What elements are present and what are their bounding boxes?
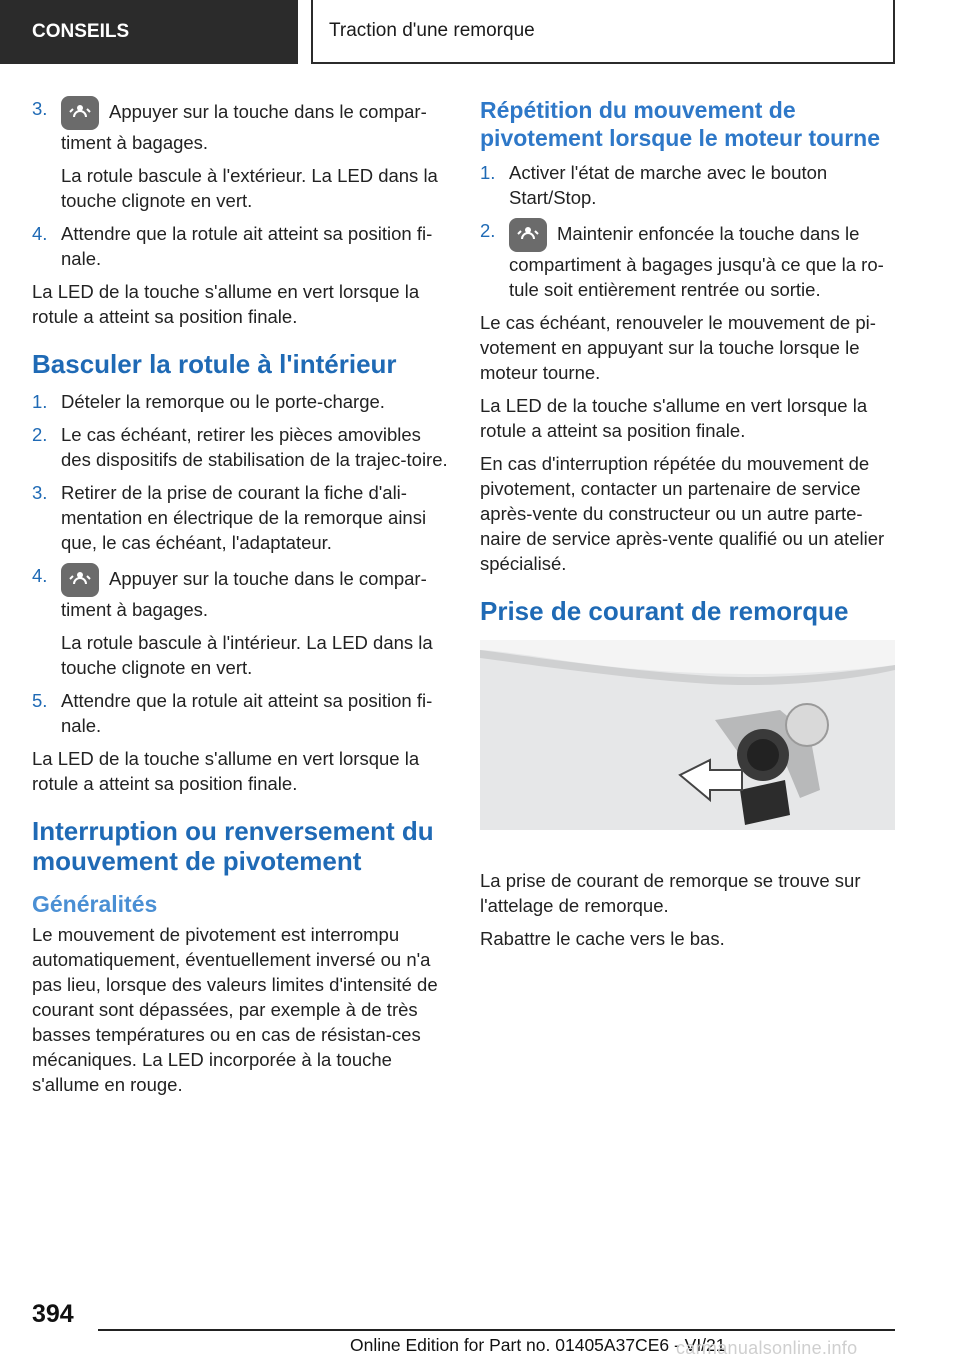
paragraph: La LED de la touche s'allume en vert lorsque la rotule a atteint sa position finale. bbox=[480, 395, 868, 441]
paragraph: Rabattre le cache vers le bas. bbox=[480, 928, 725, 949]
step-text: Maintenir enfoncée la touche dans le compartiment à bagages jusqu'à ce que la ro-tule soit entièrement rentrée ou sortie. bbox=[509, 223, 884, 300]
paragraph: La prise de courant de remorque se trouve sur l'attelage de remorque. bbox=[480, 870, 861, 916]
paragraph: Le cas échéant, renouveler le mouvement de pi-votement en appuyant sur la touche lorsque le moteur tourne. bbox=[480, 312, 876, 383]
step-text: Dételer la remorque ou le porte-charge. bbox=[61, 391, 385, 412]
step-note: La rotule bascule à l'intérieur. La LED dans la touche clignote en vert. bbox=[61, 632, 433, 678]
left-column bbox=[32, 96, 450, 1105]
section-heading: Basculer la rotule à l'intérieur bbox=[32, 349, 397, 379]
trailer-socket-illustration bbox=[480, 640, 895, 830]
paragraph: En cas d'interruption répétée du mouvement de pivotement, contacter un partenaire de service après-vente du constructeur ou un autre parte-naire de service après-vente qualifié ou un atelier spécialisé. bbox=[480, 453, 885, 574]
list-item bbox=[32, 96, 450, 213]
towbar-button-icon bbox=[509, 218, 547, 252]
step-number: 5. bbox=[32, 690, 48, 711]
paragraph: La LED de la touche s'allume en vert lorsque la rotule a atteint sa position finale. bbox=[32, 281, 420, 327]
right-column bbox=[480, 96, 898, 959]
list-item bbox=[32, 221, 450, 271]
step-number: 1. bbox=[480, 162, 496, 183]
paragraph: La LED de la touche s'allume en vert lorsque la rotule a atteint sa position finale. bbox=[32, 748, 420, 794]
list-item bbox=[32, 563, 450, 680]
step-number: 3. bbox=[32, 482, 48, 503]
list-item bbox=[480, 160, 898, 210]
step-text: Retirer de la prise de courant la fiche d'ali-mentation en électrique de la remorque ainsi que, le cas échéant, l'adaptateur. bbox=[61, 482, 427, 553]
towbar-button-icon bbox=[61, 563, 99, 597]
list-item bbox=[32, 480, 450, 555]
footer-divider bbox=[98, 1329, 895, 1331]
step-number: 2. bbox=[480, 220, 496, 241]
step-number: 3. bbox=[32, 98, 48, 119]
subsection-heading: Généralités bbox=[32, 891, 158, 917]
section-heading: Prise de courant de remorque bbox=[480, 596, 849, 626]
section-heading: Interruption ou renversement du mouvement de pivotement bbox=[32, 816, 434, 876]
page-number: 394 bbox=[32, 1300, 74, 1328]
step-text: Appuyer sur la touche dans le compar-timent à bagages. bbox=[61, 101, 427, 153]
step-number: 4. bbox=[32, 565, 48, 586]
list-item bbox=[32, 389, 450, 414]
watermark: carmanualsonline.info bbox=[676, 1338, 858, 1358]
step-note: La rotule bascule à l'extérieur. La LED dans la touche clignote en vert. bbox=[61, 165, 438, 211]
section-tab: CONSEILS bbox=[0, 0, 298, 64]
step-text: Activer l'état de marche avec le bouton Start/Stop. bbox=[509, 162, 828, 208]
page-title: Traction d'une remorque bbox=[311, 0, 895, 64]
list-item bbox=[32, 422, 450, 472]
step-text: Attendre que la rotule ait atteint sa position fi-nale. bbox=[61, 690, 433, 736]
subsection-heading: Répétition du mouvement de pivotement lorsque le moteur tourne bbox=[480, 97, 880, 151]
step-number: 2. bbox=[32, 424, 48, 445]
list-item bbox=[480, 218, 898, 302]
step-text: Le cas échéant, retirer les pièces amovibles des dispositifs de stabilisation de la trajec-toire. bbox=[61, 424, 448, 470]
step-text: Attendre que la rotule ait atteint sa position fi-nale. bbox=[61, 223, 433, 269]
paragraph: Le mouvement de pivotement est interrompu automatiquement, éventuellement inversé ou n'a pas lieu, lorsque des valeurs limites d'intensité de courant sont dépassées, par exemple à de très basses températures ou en cas de résistan-ces mécaniques. La LED incorporée à la touche s'allume en rouge. bbox=[32, 924, 438, 1095]
towbar-button-icon bbox=[61, 96, 99, 130]
step-number: 4. bbox=[32, 223, 48, 244]
edition-label: Online Edition for Part no. 01405A37CE6 - VI/21 bbox=[350, 1335, 726, 1355]
step-text: Appuyer sur la touche dans le compar-timent à bagages. bbox=[61, 568, 427, 620]
step-number: 1. bbox=[32, 391, 48, 412]
list-item bbox=[32, 688, 450, 738]
